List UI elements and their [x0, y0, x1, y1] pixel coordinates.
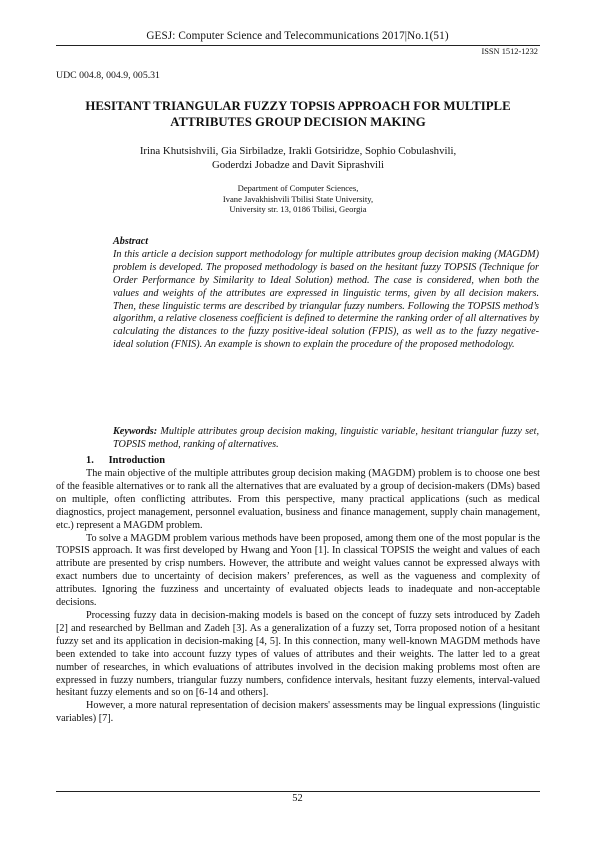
- footer-rule: [56, 791, 540, 792]
- paragraph: To solve a MAGDM problem various methods have been proposed, among them one of the most popular is the TOPSIS approach. It was first developed by Hwang and Yoon [1]. In classical TOPSIS the weight and values of each attribute are presented by crisp numbers. However, the attribute and weight values cannot be expressed always with exact numbers due to uncertainty of decision makers’ preferences, as well as the vagueness and complexity of attributes. Ignoring the fuzziness and uncertainty of evaluated objects leads to inadequate and non-acceptable decisions.: [56, 532, 540, 609]
- authors-line-2: Goderdzi Jobadze and Davit Siprashvili: [211, 159, 385, 171]
- abstract-heading: Abstract: [113, 236, 149, 247]
- paragraph: Processing fuzzy data in decision-making models is based on the concept of fuzzy sets introduced by Zadeh [2] and researched by Bellman and Zadeh [3]. As a generalization of a fuzzy set, Torra proposed notion of a hesitant fuzzy set and its application in decision-making [4, 5]. In this connection, many well-known MAGDM methods have been extended to take into account fuzzy types of values of attributes and their weights. The latter led to a great number of researches, in which evaluations of attributes involved in the decision making problems most often are expressed in fuzzy numbers, triangular fuzzy numbers, confidence intervals, hesitant fuzzy elements, interval-valued hesitant fuzzy elements and so on [6-14 and others].: [56, 609, 540, 699]
- paragraph: The main objective of the multiple attributes group decision making (MAGDM) problem is to choose one best of the feasible alternatives or to rank all the alternatives that are evaluated by a group of decision-makers (DMs) based on multiple, often conflicting attributes. From this perspective, many practical applications (such as medical diagnostics, project management, personnel evaluation, business and finance management, supply chain management, etc.) represent a MAGDM problem.: [56, 468, 540, 531]
- affiliation-line-3: University str. 13, 0186 Tbilisi, Georgia: [229, 204, 367, 215]
- paper-title: HESITANT TRIANGULAR FUZZY TOPSIS APPROACH FOR MULTIPLE ATTRIBUTES GROUP DECISION MAKING: [85, 99, 511, 129]
- abstract-block: [113, 236, 539, 352]
- affiliation-line-2: Ivane Javakhishvili Tbilisi State University,: [222, 193, 374, 204]
- header-rule: [56, 45, 540, 46]
- issn-label: ISSN 1512-1232: [481, 47, 538, 56]
- authors-line-1: Irina Khutsishvili, Gia Sirbiladze, Irakli Gotsiridze, Sophio Cobulashvili,: [139, 145, 457, 157]
- abstract-text: In this article a decision support methodology for multiple attributes group decision making (MAGDM) problem is developed. The proposed methodology is based on the hesitant fuzzy TOPSIS (Technique for Order Performance by Similarity to Ideal Solution) method. The case is considered, when both the values and weights of the attributes are expressed in linguistic terms, given by all decision makers. Then, these linguistic terms are described by triangular fuzzy numbers. Following the TOPSIS method’s algorithm, a relative closeness coefficient is defined to determine the ranking order of all alternatives by calculating the distances to the fuzzy positive-ideal solution (FPIS), as well as to the fuzzy negative-ideal solution (FNIS). An example is shown to explain the procedure of the proposed methodology.: [113, 248, 539, 351]
- body-text: [56, 468, 540, 726]
- keywords-label: Keywords:: [113, 426, 158, 437]
- author-list: [56, 144, 540, 172]
- section-heading: [86, 455, 165, 466]
- page-number: 52: [292, 793, 303, 804]
- journal-header: GESJ: Computer Science and Telecommunications 2017|No.1(51): [146, 30, 449, 42]
- paragraph: However, a more natural representation of decision makers' assessments may be lingual expressions (linguistic variables) [7].: [56, 700, 540, 725]
- affiliation-line-1: Department of Computer Sciences,: [237, 183, 359, 193]
- keywords-text: Multiple attributes group decision making, linguistic variable, hesitant triangular fuzzy set, TOPSIS method, ranking of alternatives.: [113, 426, 539, 450]
- keywords-block: [113, 426, 539, 452]
- udc-code: UDC 004.8, 004.9, 005.31: [56, 70, 160, 81]
- section-title: Introduction: [108, 455, 166, 466]
- section-number: 1.: [86, 455, 94, 466]
- affiliation: [56, 183, 540, 215]
